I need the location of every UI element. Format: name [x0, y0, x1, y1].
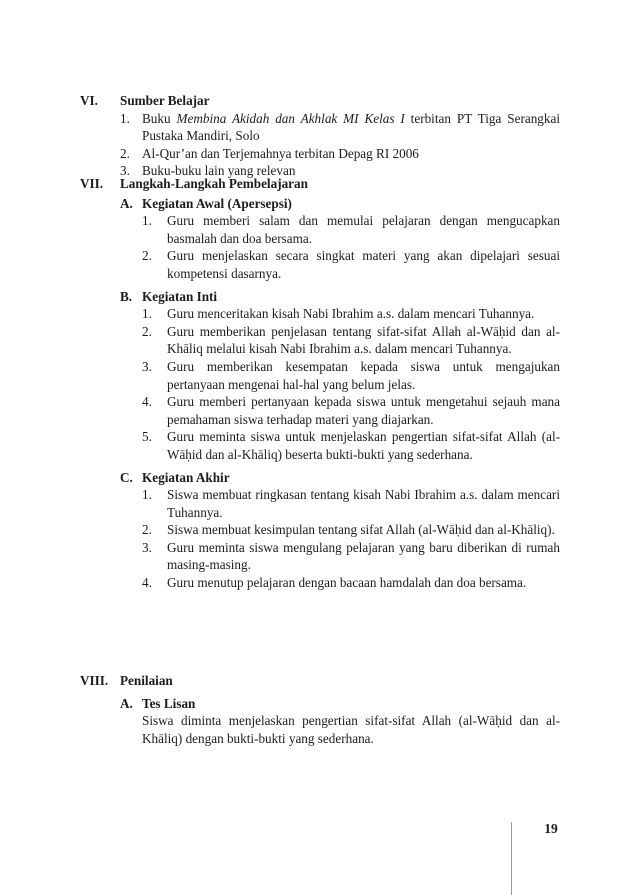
section-title: Penilaian — [120, 673, 173, 688]
list-item — [120, 110, 560, 145]
list-item — [142, 539, 560, 574]
subsection-tes-lisan — [120, 695, 560, 748]
subsection-title: Tes Lisan — [142, 695, 196, 711]
section-sumber-belajar — [80, 92, 560, 180]
item-number: 4. — [142, 575, 152, 591]
item-text: Guru memberikan penjelasan tentang sifat-sifat Allah al-Wāḥid dan al-Khāliq melalui kisah Nabi Ibrahim a.s. dalam mencari Tuhannya. — [167, 323, 560, 357]
section-title: Langkah-Langkah Pembelajaran — [120, 176, 308, 191]
subsection-title: Kegiatan Inti — [142, 288, 218, 304]
item-text: Guru menjelaskan secara singkat materi yang akan dipelajari sesuai kompetensi dasarnya. — [167, 248, 560, 281]
item-number: 1. — [120, 110, 130, 126]
margin-divider — [511, 822, 512, 895]
section-numeral: VIII. — [80, 673, 109, 688]
subsection-letter: A. — [120, 195, 133, 211]
item-text: Siswa membuat kesimpulan tentang sifat Allah (al-Wāḥid dan al-Khāliq). — [167, 522, 555, 538]
list-item — [142, 428, 560, 463]
item-number: 4. — [142, 394, 152, 410]
item-text: Buku-buku lain yang relevan — [142, 163, 296, 179]
item-text: Guru meminta siswa mengulang pelajaran yang baru diberikan di rumah masing-masing. — [167, 539, 560, 573]
section-title: Sumber Belajar — [120, 93, 210, 108]
book-title: Membina Akidah dan Akhlak MI Kelas I — [176, 110, 405, 126]
item-number: 1. — [142, 213, 152, 229]
item-text: Guru menutup pelajaran dengan bacaan hamdalah dan doa bersama. — [167, 575, 527, 591]
section-langkah-pembelajaran — [80, 175, 560, 592]
list-item — [142, 521, 560, 539]
list-item — [142, 486, 560, 521]
item-text: Guru memberi salam dan memulai pelajaran dengan mengucapkan basmalah dan doa bersama. — [167, 213, 560, 246]
subsection-kegiatan-akhir — [120, 469, 560, 592]
item-number: 3. — [120, 163, 130, 179]
item-number: 2. — [120, 145, 130, 161]
list-item — [142, 247, 560, 282]
item-number: 2. — [142, 323, 152, 339]
item-number: 1. — [142, 306, 152, 322]
item-text: Al-Qur’an dan Terjemahnya terbitan Depag RI 2006 — [142, 145, 419, 161]
paragraph: Siswa diminta menjelaskan pengertian sifat-sifat Allah (al-Wāḥid dan al-Khāliq) dengan bukti-bukti yang sederhana. — [142, 713, 560, 746]
list-item — [142, 323, 560, 358]
page-number: 19 — [544, 821, 558, 836]
list-item — [142, 305, 560, 323]
section-numeral: VI. — [80, 93, 98, 108]
item-number: 2. — [142, 522, 152, 538]
list-item — [142, 212, 560, 247]
item-text: Siswa membuat ringkasan tentang kisah Nabi Ibrahim a.s. dalam mencari Tuhannya. — [167, 487, 560, 520]
list-item — [142, 393, 560, 428]
item-text: Guru meminta siswa untuk menjelaskan pengertian sifat-sifat Allah (al-Wāḥid dan al-Khāliq) beserta bukti-bukti yang sederhana. — [167, 429, 560, 462]
item-number: 3. — [142, 358, 152, 374]
subsection-letter: C. — [120, 469, 133, 485]
subsection-letter: A. — [120, 695, 133, 711]
subsection-kegiatan-inti — [120, 288, 560, 464]
subsection-title: Kegiatan Awal (Apersepsi) — [142, 195, 292, 211]
subsection-letter: B. — [120, 288, 133, 304]
list-item — [142, 358, 560, 393]
subsection-title: Kegiatan Akhir — [142, 469, 230, 485]
section-penilaian — [80, 672, 560, 747]
item-text: Guru memberikan kesempatan kepada siswa untuk mengajukan pertanyaan mengenai hal-hal yang belum jelas. — [167, 358, 560, 392]
item-number: 2. — [142, 248, 152, 264]
section-numeral: VII. — [80, 176, 104, 191]
item-text: Guru memberi pertanyaan kepada siswa untuk mengetahui sejauh mana pemahaman siswa terhadap materi yang diajarkan. — [167, 394, 560, 427]
subsection-kegiatan-awal — [120, 195, 560, 283]
item-number: 5. — [142, 429, 152, 445]
item-number: 3. — [142, 539, 152, 555]
item-number: 1. — [142, 487, 152, 503]
item-text: Buku Membina Akidah dan Akhlak MI Kelas I terbitan PT Tiga Serangkai Pustaka Mandiri, Solo — [142, 110, 561, 144]
item-text: Guru menceritakan kisah Nabi Ibrahim a.s. dalam mencari Tuhannya. — [167, 306, 535, 322]
list-item — [120, 145, 560, 163]
list-item — [142, 574, 560, 592]
